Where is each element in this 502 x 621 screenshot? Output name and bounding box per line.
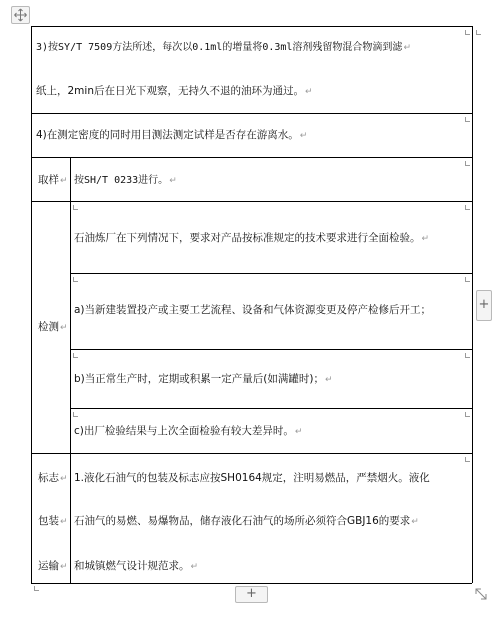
table-resize-handle[interactable] xyxy=(474,587,488,601)
marking-text: 石油气的易燃、易爆物品，储存液化石油气的场所必须符合GBJ16的要求 xyxy=(74,515,411,527)
paragraph-mark: ↵ xyxy=(403,43,411,53)
requirement-text: 纸上，2min后在日光下观察，无持久不退的油环为通过。 xyxy=(36,85,304,97)
paragraph-mark: ↵ xyxy=(60,176,68,186)
cell-end-marker xyxy=(34,586,39,591)
inspection-item-a: a)当新建装置投产或主要工艺流程、设备和气体资源变更及停产检修后开工； xyxy=(74,304,432,316)
cell-end-marker xyxy=(465,277,470,282)
resize-corner-icon xyxy=(474,587,488,601)
paragraph-mark: ↵ xyxy=(60,517,68,527)
paragraph-mark: ↵ xyxy=(60,474,68,484)
cell-end-marker xyxy=(465,161,470,166)
add-row-button[interactable]: + xyxy=(235,586,268,603)
paragraph-mark: ↵ xyxy=(294,427,303,437)
cell-end-marker xyxy=(465,30,470,35)
paragraph-mark: ↵ xyxy=(411,517,419,527)
paragraph-mark: ↵ xyxy=(60,562,68,572)
marking-text: 和城镇燃气设计规范求。 xyxy=(74,560,190,572)
marking-text: 1.液化石油气的包装及标志应按SH0164规定，注明易燃品，严禁烟火。液化 xyxy=(74,472,430,484)
cell-end-marker xyxy=(465,353,470,358)
cell-end-marker xyxy=(476,30,481,35)
row-label-packing: 包装 xyxy=(38,515,59,527)
requirement-text: 4)在测定密度的同时用目测法测定试样是否存在游离水。 xyxy=(36,129,299,141)
table-move-handle[interactable] xyxy=(11,6,30,24)
paragraph-mark: ↵ xyxy=(169,176,177,186)
add-column-button[interactable]: + xyxy=(476,290,492,321)
row-label-marking: 标志 xyxy=(38,472,59,484)
requirement-text: 3)按SY/T 7509方法所述，每次以0.1ml的增量将0.3ml溶剂残留物混合物滴到滤 xyxy=(36,42,403,53)
cell-end-marker xyxy=(73,412,78,417)
paragraph-mark: ↵ xyxy=(60,323,68,333)
row-label-inspection: 检测 xyxy=(38,321,59,333)
row-label-transport: 运输 xyxy=(38,560,59,572)
paragraph-mark: ↵ xyxy=(304,87,313,97)
cell-end-marker xyxy=(73,205,78,210)
paragraph-mark: ↵ xyxy=(324,375,333,385)
move-icon xyxy=(13,8,28,22)
cell-end-marker xyxy=(465,412,470,417)
paragraph-mark: ↵ xyxy=(190,562,199,572)
sampling-text: 按SH/T 0233进行。 xyxy=(74,175,169,186)
inspection-intro: 石油炼厂在下列情况下，要求对产品按标准规定的技术要求进行全面检验。 xyxy=(74,232,421,244)
cell-end-marker xyxy=(465,457,470,462)
inspection-item-b: b)当正常生产时，定期或积累一定产量后(如满罐时)； xyxy=(74,373,324,385)
cell-end-marker xyxy=(73,353,78,358)
paragraph-mark: ↵ xyxy=(299,131,308,141)
row-label-sampling: 取样 xyxy=(38,174,59,186)
cell-end-marker xyxy=(73,277,78,282)
inspection-item-c: c)出厂检验结果与上次全面检验有较大差异时。 xyxy=(74,425,294,437)
paragraph-mark: ↵ xyxy=(421,234,430,244)
cell-end-marker xyxy=(465,205,470,210)
cell-end-marker xyxy=(465,117,470,122)
